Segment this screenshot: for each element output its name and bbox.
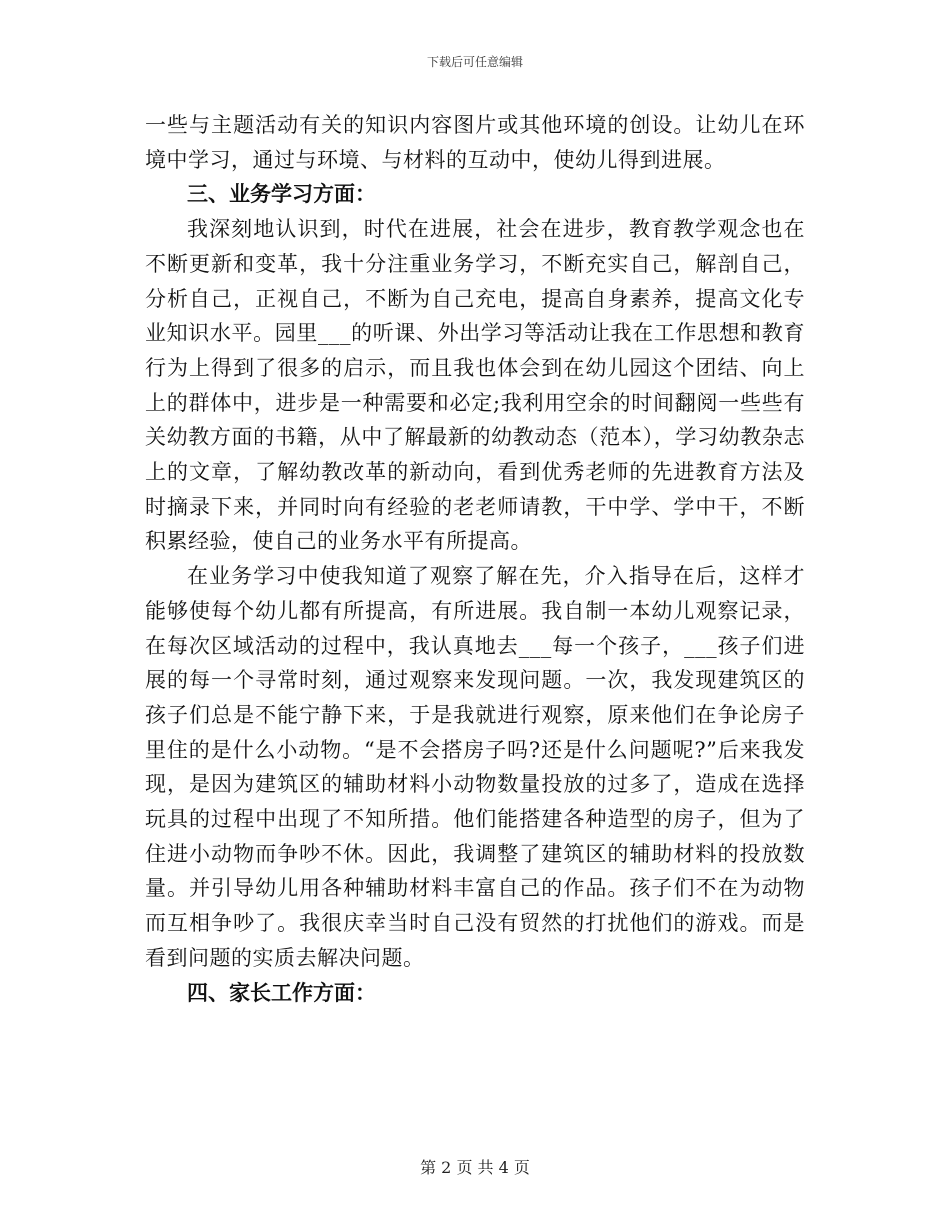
page-header: 下载后可任意编辑 bbox=[426, 55, 523, 69]
document-body bbox=[145, 108, 805, 1010]
section-heading-parent-work: 四、家长工作方面： bbox=[187, 980, 376, 1005]
paragraph-observation: 在业务学习中使我知道了观察了解在先，介入指导在后，这样才能够使每个幼儿都有所提高，有所进展。我自制一本幼儿观察记录，在每次区域活动的过程中，我认真地去___每一个孩子，___孩子们进展的每一个寻常时刻，通过观察来发现问题。一次，我发现建筑区的孩子们总是不能宁静下来，于是我就进行观察，原来他们在争论房子里住的是什么小动物。“是不会搭房子吗?还是什么问题呢?”后来我发现，是因为建筑区的辅助材料小动物数量投放的过多了，造成在选择玩具的过程中出现了不知所措。他们能搭建各种造型的房子，但为了住进小动物而争吵不休。因此，我调整了建筑区的辅助材料的投放数量。并引导幼儿用各种辅助材料丰富自己的作品。孩子们不在为动物而互相争吵了。我很庆幸当时自己没有贸然的打扰他们的游戏。而是看到问题的实质去解决问题。 bbox=[145, 564, 805, 970]
paragraph-self-improvement: 我深刻地认识到，时代在进展，社会在进步，教育教学观念也在不断更新和变革，我十分注重业务学习，不断充实自己，解剖自己，分析自己，正视自己，不断为自己充电，提高自身素养，提高文化专业知识水平。园里___的听课、外出学习等活动让我在工作思想和教育行为上得到了很多的启示，而且我也体会到在幼儿园这个团结、向上上的群体中，进步是一种需要和必定;我利用空余的时间翻阅一些些有关幼教方面的书籍，从中了解最新的幼教动态（范本），学习幼教杂志上的文章，了解幼教改革的新动向，看到优秀老师的先进教育方法及时摘录下来，并同时向有经验的老老师请教，干中学、学中干，不断积累经验，使自己的业务水平有所提高。 bbox=[145, 217, 805, 554]
paragraph-environment: 一些与主题活动有关的知识内容图片或其他环境的创设。让幼儿在环境中学习，通过与环境、与材料的互动中，使幼儿得到进展。 bbox=[145, 113, 805, 172]
page-number: 第 2 页 共 4 页 bbox=[420, 1158, 530, 1177]
section-heading-business-study: 三、业务学习方面： bbox=[187, 182, 376, 207]
